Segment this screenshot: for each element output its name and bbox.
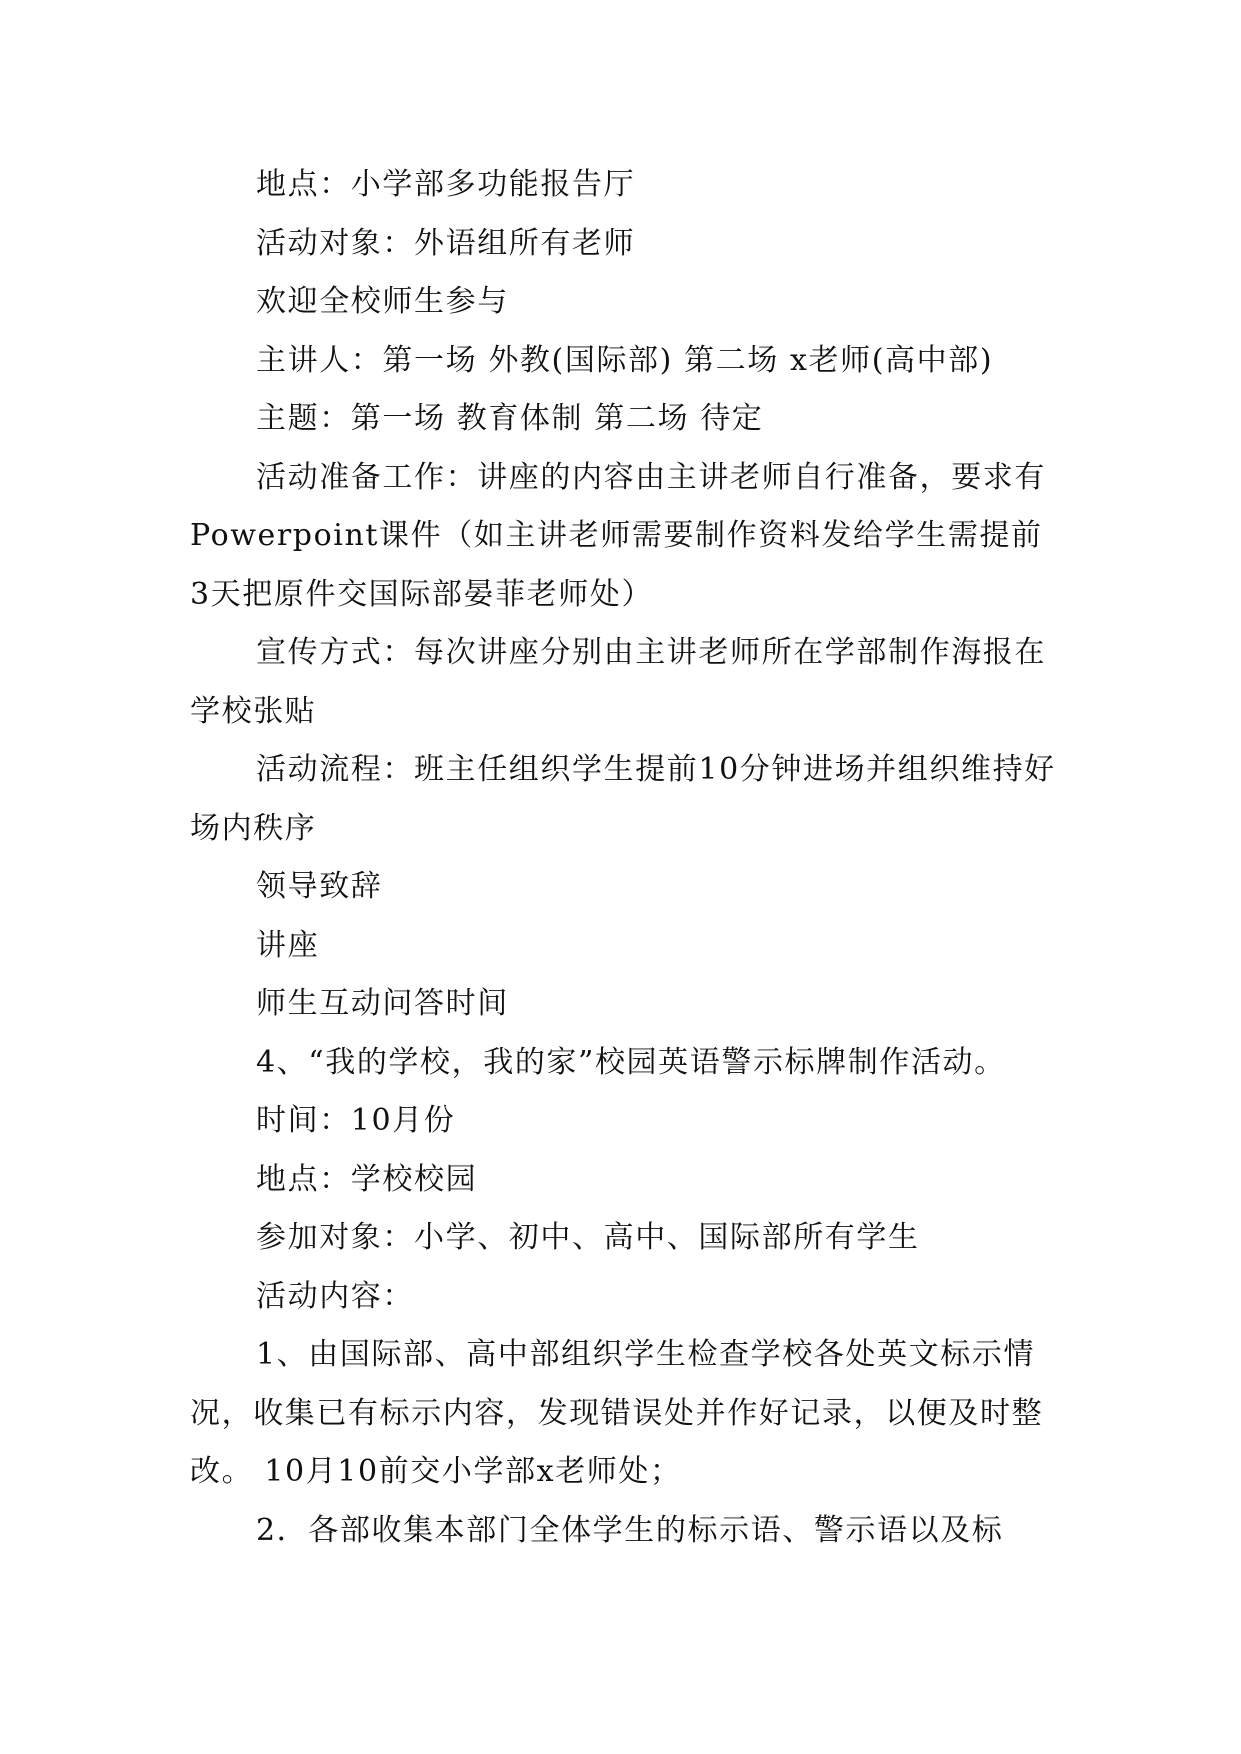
paragraph-leader-speech: 领导致辞 [256,869,383,904]
paragraph-procedure: 活动流程：班主任组织学生提前10分钟进场并组织维持好场内秩序 [190,752,1056,846]
paragraph-participants: 参加对象：小学、初中、高中、国际部所有学生 [256,1220,920,1255]
paragraph-publicity: 宣传方式：每次讲座分别由主讲老师所在学部制作海报在学校张贴 [190,635,1046,729]
paragraph-time: 时间：10月份 [256,1103,456,1138]
document-body [190,156,1060,1560]
paragraph-content-item-1: 1、由国际部、高中部组织学生检查学校各处英文标示情况，收集已有标示内容，发现错误处并作好记录，以便及时整改。 10月10前交小学部x老师处； [190,1337,1044,1489]
paragraph-audience: 活动对象：外语组所有老师 [256,225,636,261]
paragraph-qa: 师生互动问答时间 [256,986,509,1021]
paragraph-content-heading: 活动内容： [256,1278,414,1314]
paragraph-topics: 主题：第一场 教育体制 第二场 待定 [256,401,764,436]
paragraph-welcome: 欢迎全校师生参与 [256,284,509,319]
paragraph-activity-4-title: 4、“我的学校，我的家”校园英语警示标牌制作活动。 [256,1044,1006,1080]
paragraph-lecture: 讲座 [256,927,320,963]
paragraph-preparation: 活动准备工作：讲座的内容由主讲老师自行准备，要求有Powerpoint课件（如主讲老师需要制作资料发给学生需提前3天把原件交国际部晏菲老师处） [190,459,1046,612]
paragraph-place: 地点：学校校园 [256,1161,478,1197]
paragraph-speakers: 主讲人：第一场 外教(国际部) 第二场 x老师(高中部) [256,342,994,378]
paragraph-location: 地点：小学部多功能报告厅 [256,167,636,202]
paragraph-content-item-2: 2．各部收集本部门全体学生的标示语、警示语以及标 [256,1512,1004,1548]
